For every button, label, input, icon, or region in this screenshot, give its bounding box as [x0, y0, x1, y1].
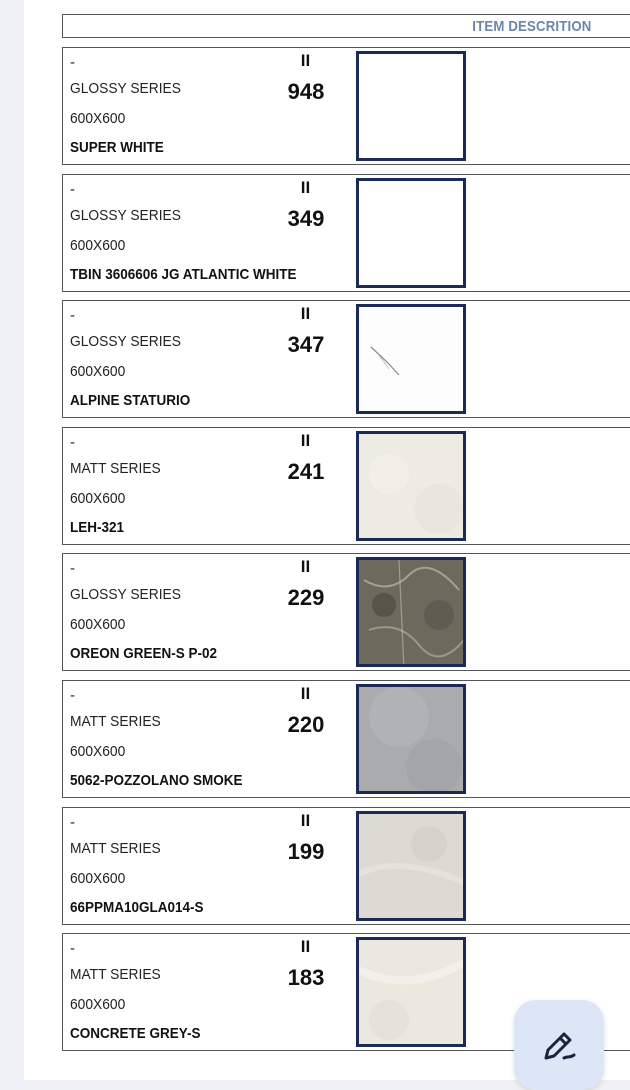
item-name: 5062-POZZOLANO SMOKE [70, 772, 243, 789]
item-size: 600X600 [70, 363, 126, 381]
item-grade: II [300, 684, 311, 703]
item-dash: - [70, 307, 75, 325]
item-name: ALPINE STATURIO [70, 392, 191, 410]
item-series: GLOSSY SERIES [70, 333, 181, 351]
item-series: MATT SERIES [70, 839, 161, 857]
item-dash: - [70, 54, 75, 71]
item-size: 600X600 [70, 743, 126, 760]
item-grade: II [300, 557, 311, 577]
item-dash: - [70, 433, 75, 451]
tile-swatch-image [356, 304, 466, 414]
item-name: CONCRETE GREY-S [70, 1025, 201, 1043]
table-row [62, 553, 630, 671]
item-size: 600X600 [70, 110, 126, 127]
table-header-row [62, 14, 630, 38]
item-size: 600X600 [70, 996, 126, 1014]
item-dash: - [70, 180, 75, 198]
tile-swatch-image [356, 51, 466, 161]
item-name: SUPER WHITE [70, 139, 164, 156]
item-code: 347 [287, 332, 325, 358]
item-series: GLOSSY SERIES [70, 80, 181, 97]
item-size: 600X600 [70, 489, 126, 507]
tile-swatch-image [356, 178, 466, 288]
item-dash: - [70, 940, 75, 958]
item-code: 349 [287, 205, 325, 231]
item-details [70, 681, 310, 797]
tile-swatch-image [356, 811, 466, 921]
item-code: 241 [287, 458, 325, 484]
item-dash: - [70, 813, 75, 831]
tile-swatch-image [356, 937, 466, 1047]
item-series: GLOSSY SERIES [70, 586, 181, 604]
item-details [70, 48, 310, 164]
item-code: 199 [287, 838, 325, 864]
table-row [62, 47, 630, 165]
item-grade: II [300, 51, 311, 70]
item-name: LEH-321 [70, 518, 125, 536]
item-code: 220 [287, 712, 325, 737]
tile-swatch-image [356, 431, 466, 541]
item-series: MATT SERIES [70, 966, 161, 984]
document-page [24, 0, 630, 1080]
item-grade: II [300, 430, 311, 450]
item-grade: II [300, 937, 311, 957]
item-size: 600X600 [70, 616, 126, 634]
item-details [70, 554, 310, 670]
item-dash: - [70, 687, 75, 704]
item-code: 948 [287, 79, 325, 104]
item-code: 183 [287, 965, 325, 991]
item-series: MATT SERIES [70, 713, 161, 730]
table-row [62, 807, 630, 925]
item-name: OREON GREEN-S P-02 [70, 645, 218, 663]
tile-swatch-image [356, 684, 466, 794]
item-grade: II [300, 810, 311, 830]
item-details [70, 301, 310, 417]
item-name: TBIN 3606606 JG ATLANTIC WHITE [70, 265, 297, 283]
item-size: 600X600 [70, 236, 126, 254]
item-name: 66PPMA10GLA014-S [70, 898, 204, 916]
item-grade: II [300, 177, 311, 197]
table-row [62, 680, 630, 798]
item-dash: - [70, 560, 75, 578]
item-description-header: ITEM DESCRITION [472, 18, 592, 35]
table-row [62, 427, 630, 545]
edit-pen-icon [542, 1028, 576, 1062]
tile-swatch-image [356, 557, 466, 667]
item-details [70, 175, 310, 291]
item-details [70, 808, 310, 924]
table-row [62, 300, 630, 418]
item-details [70, 934, 310, 1050]
edit-fab-button[interactable] [514, 1000, 604, 1090]
table-row [62, 174, 630, 292]
item-series: GLOSSY SERIES [70, 206, 181, 224]
item-grade: II [300, 304, 311, 324]
item-size: 600X600 [70, 869, 126, 887]
item-code: 229 [287, 585, 325, 611]
item-details [70, 428, 310, 544]
item-series: MATT SERIES [70, 459, 161, 477]
